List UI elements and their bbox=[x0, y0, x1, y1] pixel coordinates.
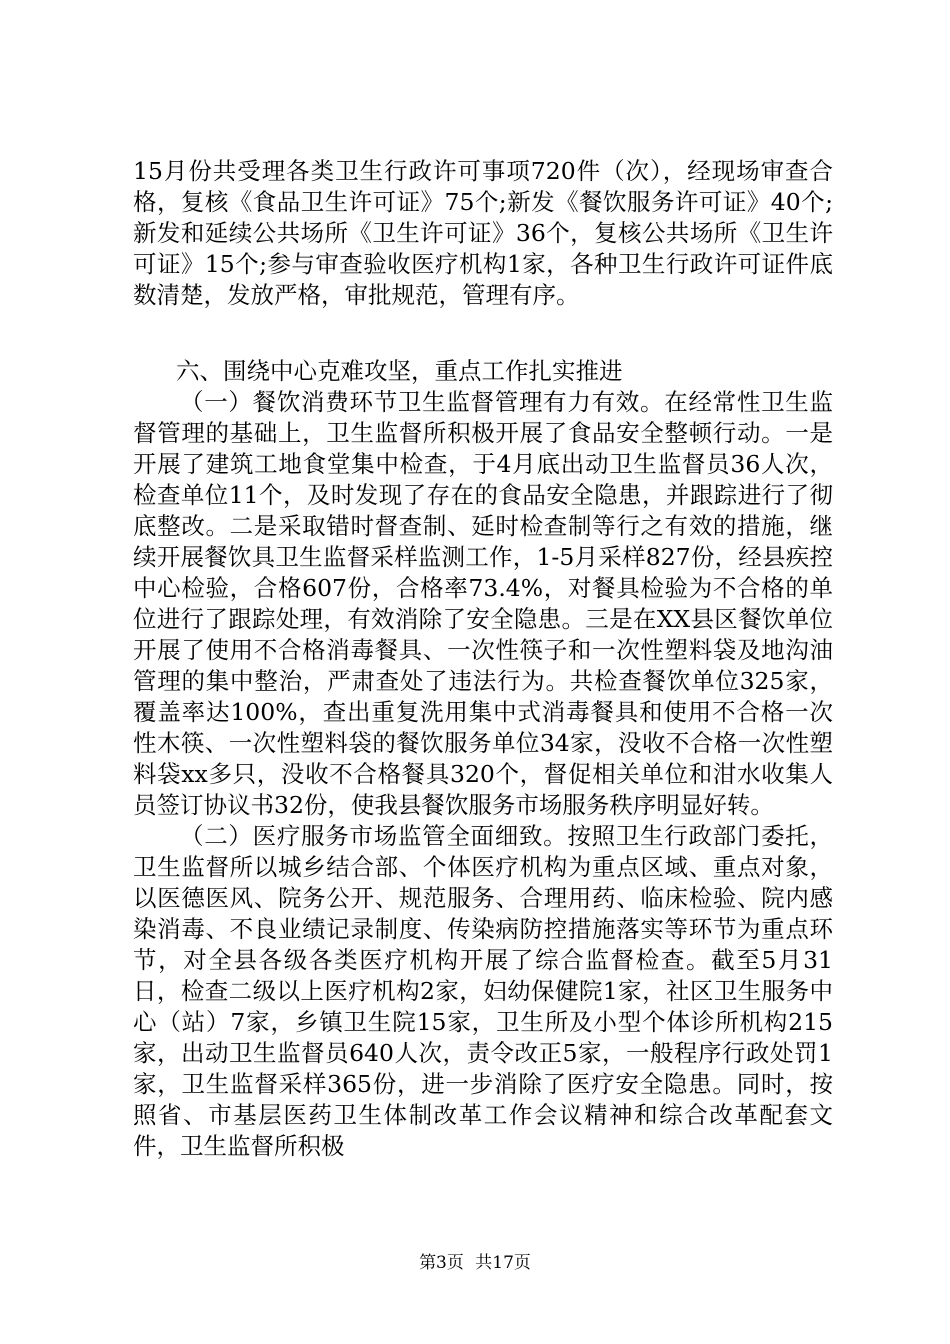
page-footer bbox=[0, 1252, 950, 1274]
page-number-total: 共17页 bbox=[475, 1253, 531, 1273]
paragraph-license-summary: 15月份共受理各类卫生行政许可事项720件（次），经现场审查合格，复核《食品卫生许可证》75个;新发《餐饮服务许可证》40个;新发和延续公共场所《卫生许可证》36个，复核公共场所《卫生许可证》15个;参与审查验收医疗机构1家，各种卫生行政许可证件底数清楚，发放严格，审批规范，管理有序。 bbox=[133, 157, 833, 309]
body-text-top bbox=[133, 156, 833, 311]
paragraph-catering-supervision: （一）餐饮消费环节卫生监督管理有力有效。在经常性卫生监督管理的基础上，卫生监督所积极开展了食品安全整顿行动。一是开展了建筑工地食堂集中检查，于4月底出动卫生监督员36人次，检查单位11个，及时发现了存在的食品安全隐患，并跟踪进行了彻底整改。二是采取错时督查制、延时检查制等行之有效的措施，继续开展餐饮具卫生监督采样监测工作，1-5月采样827份，经县疾控中心检验，合格607份，合格率73.4%，对餐具检验为不合格的单位进行了跟踪处理，有效消除了安全隐患。三是在XX县区餐饮单位开展了使用不合格消毒餐具、一次性筷子和一次性塑料袋及地沟油管理的集中整治，严肃查处了违法行为。共检查餐饮单位325家，覆盖率达100%，查出重复洗用集中式消毒餐具和使用不合格一次性木筷、一次性塑料袋的餐饮服务单位34家，没收不合格一次性塑料袋xx多只，没收不合格餐具320个，督促相关单位和泔水收集人员签订协议书32份，使我县餐饮服务市场服务秩序明显好转。 bbox=[133, 388, 833, 819]
body-text-main bbox=[133, 387, 833, 1162]
paragraph-medical-supervision: （二）医疗服务市场监管全面细致。按照卫生行政部门委托，卫生监督所以城乡结合部、个体医疗机构为重点区域、重点对象，以医德医风、院务公开、规范服务、合理用药、临床检验、院内感染消毒、不良业绩记录制度、传染病防控措施落实等环节为重点环节，对全县各级各类医疗机构开展了综合监督检查。截至5月31日，检查二级以上医疗机构2家，妇幼保健院1家，社区卫生服务中心（站）7家，乡镇卫生院15家，卫生所及小型个体诊所机构215家，出动卫生监督员640人次，责令改正5家，一般程序行政处罚1家，卫生监督采样365份，进一步消除了医疗安全隐患。同时，按照省、市基层医药卫生体制改革工作会议精神和综合改革配套文件，卫生监督所积极 bbox=[133, 822, 833, 1160]
page-number-current: 第3页 bbox=[419, 1253, 464, 1273]
section-heading: 六、围绕中心克难攻坚，重点工作扎实推进 bbox=[176, 357, 623, 385]
